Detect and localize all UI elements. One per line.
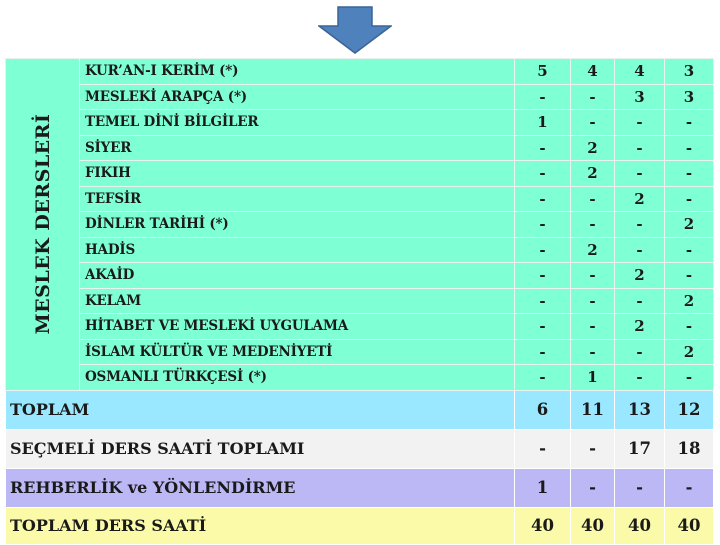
subject-row: [6, 288, 714, 314]
hours-grade-2: 1: [571, 365, 615, 391]
guidance-grade-3: -: [615, 468, 665, 507]
hours-grade-2: -: [571, 110, 615, 136]
subject-name: AKAİD: [80, 263, 515, 289]
hours-grade-1: -: [515, 263, 571, 289]
elective-grade-2: -: [571, 429, 615, 468]
total-class-hours-row: [6, 507, 714, 544]
subject-name: İSLAM KÜLTÜR VE MEDENİYETİ: [80, 339, 515, 365]
total-label: TOPLAM: [6, 390, 515, 429]
hours-grade-1: -: [515, 237, 571, 263]
hours-grade-4: -: [665, 365, 714, 391]
subject-name: SİYER: [80, 135, 515, 161]
curriculum-table-container: [5, 58, 713, 545]
hours-grade-4: -: [665, 135, 714, 161]
hours-grade-4: 2: [665, 212, 714, 238]
subject-row: [6, 110, 714, 136]
hours-grade-3: -: [615, 237, 665, 263]
hours-grade-3: -: [615, 135, 665, 161]
hours-grade-4: 2: [665, 288, 714, 314]
subject-row: [6, 84, 714, 110]
subject-name: FIKIH: [80, 161, 515, 187]
hours-grade-1: 5: [515, 59, 571, 85]
hours-grade-4: 3: [665, 84, 714, 110]
hours-grade-1: -: [515, 314, 571, 340]
total-grade-3: 13: [615, 390, 665, 429]
hours-grade-1: 1: [515, 110, 571, 136]
hours-grade-3: -: [615, 212, 665, 238]
subject-name: DİNLER TARİHİ (*): [80, 212, 515, 238]
hours-grade-1: -: [515, 339, 571, 365]
hours-grade-2: 2: [571, 237, 615, 263]
curriculum-table: [5, 58, 714, 545]
hours-grade-2: 2: [571, 135, 615, 161]
class-hours-grade-3: 40: [615, 507, 665, 544]
hours-grade-1: -: [515, 84, 571, 110]
elective-grade-3: 17: [615, 429, 665, 468]
hours-grade-2: -: [571, 288, 615, 314]
hours-grade-1: -: [515, 186, 571, 212]
hours-grade-3: -: [615, 365, 665, 391]
guidance-grade-2: -: [571, 468, 615, 507]
hours-grade-3: 2: [615, 263, 665, 289]
hours-grade-4: -: [665, 237, 714, 263]
subject-row: [6, 263, 714, 289]
subject-row: [6, 365, 714, 391]
hours-grade-1: -: [515, 212, 571, 238]
subject-name: HİTABET VE MESLEKİ UYGULAMA: [80, 314, 515, 340]
hours-grade-1: -: [515, 365, 571, 391]
hours-grade-4: 3: [665, 59, 714, 85]
hours-grade-1: -: [515, 135, 571, 161]
subject-name: TEFSİR: [80, 186, 515, 212]
hours-grade-3: 2: [615, 314, 665, 340]
elective-total-label: SEÇMELİ DERS SAATİ TOPLAMI: [6, 429, 515, 468]
subject-name: MESLEKİ ARAPÇA (*): [80, 84, 515, 110]
subject-row: [6, 339, 714, 365]
total-grade-4: 12: [665, 390, 714, 429]
hours-grade-3: -: [615, 161, 665, 187]
elective-total-row: [6, 429, 714, 468]
hours-grade-4: -: [665, 110, 714, 136]
hours-grade-1: -: [515, 288, 571, 314]
guidance-row: [6, 468, 714, 507]
total-grade-1: 6: [515, 390, 571, 429]
hours-grade-2: -: [571, 314, 615, 340]
hours-grade-3: -: [615, 110, 665, 136]
hours-grade-2: -: [571, 263, 615, 289]
guidance-label: REHBERLİK ve YÖNLENDİRME: [6, 468, 515, 507]
subject-row: [6, 314, 714, 340]
hours-grade-3: 2: [615, 186, 665, 212]
subject-row: [6, 135, 714, 161]
side-category-label: MESLEK DERSLERİ: [31, 113, 54, 335]
subject-name: HADİS: [80, 237, 515, 263]
hours-grade-3: 3: [615, 84, 665, 110]
guidance-grade-4: -: [665, 468, 714, 507]
class-hours-grade-1: 40: [515, 507, 571, 544]
total-class-hours-label: TOPLAM DERS SAATİ: [6, 507, 515, 544]
subject-row: [6, 161, 714, 187]
class-hours-grade-2: 40: [571, 507, 615, 544]
hours-grade-4: -: [665, 314, 714, 340]
hours-grade-2: -: [571, 84, 615, 110]
hours-grade-3: 4: [615, 59, 665, 85]
subject-name: TEMEL DİNİ BİLGİLER: [80, 110, 515, 136]
subject-name: KUR’AN-I KERİM (*): [80, 59, 515, 85]
elective-grade-4: 18: [665, 429, 714, 468]
subject-row: [6, 186, 714, 212]
hours-grade-2: 2: [571, 161, 615, 187]
class-hours-grade-4: 40: [665, 507, 714, 544]
hours-grade-4: -: [665, 186, 714, 212]
hours-grade-1: -: [515, 161, 571, 187]
subject-row: [6, 237, 714, 263]
guidance-grade-1: 1: [515, 468, 571, 507]
hours-grade-3: -: [615, 288, 665, 314]
subject-name: KELAM: [80, 288, 515, 314]
elective-grade-1: -: [515, 429, 571, 468]
hours-grade-3: -: [615, 339, 665, 365]
subject-row: [6, 212, 714, 238]
hours-grade-2: -: [571, 339, 615, 365]
subject-name: OSMANLI TÜRKÇESİ (*): [80, 365, 515, 391]
hours-grade-2: -: [571, 212, 615, 238]
subject-row: [6, 59, 714, 85]
hours-grade-4: -: [665, 161, 714, 187]
down-arrow-icon: [318, 6, 392, 54]
side-category-cell: [6, 59, 80, 391]
total-row: [6, 390, 714, 429]
hours-grade-4: 2: [665, 339, 714, 365]
hours-grade-2: -: [571, 186, 615, 212]
hours-grade-2: 4: [571, 59, 615, 85]
hours-grade-4: -: [665, 263, 714, 289]
total-grade-2: 11: [571, 390, 615, 429]
